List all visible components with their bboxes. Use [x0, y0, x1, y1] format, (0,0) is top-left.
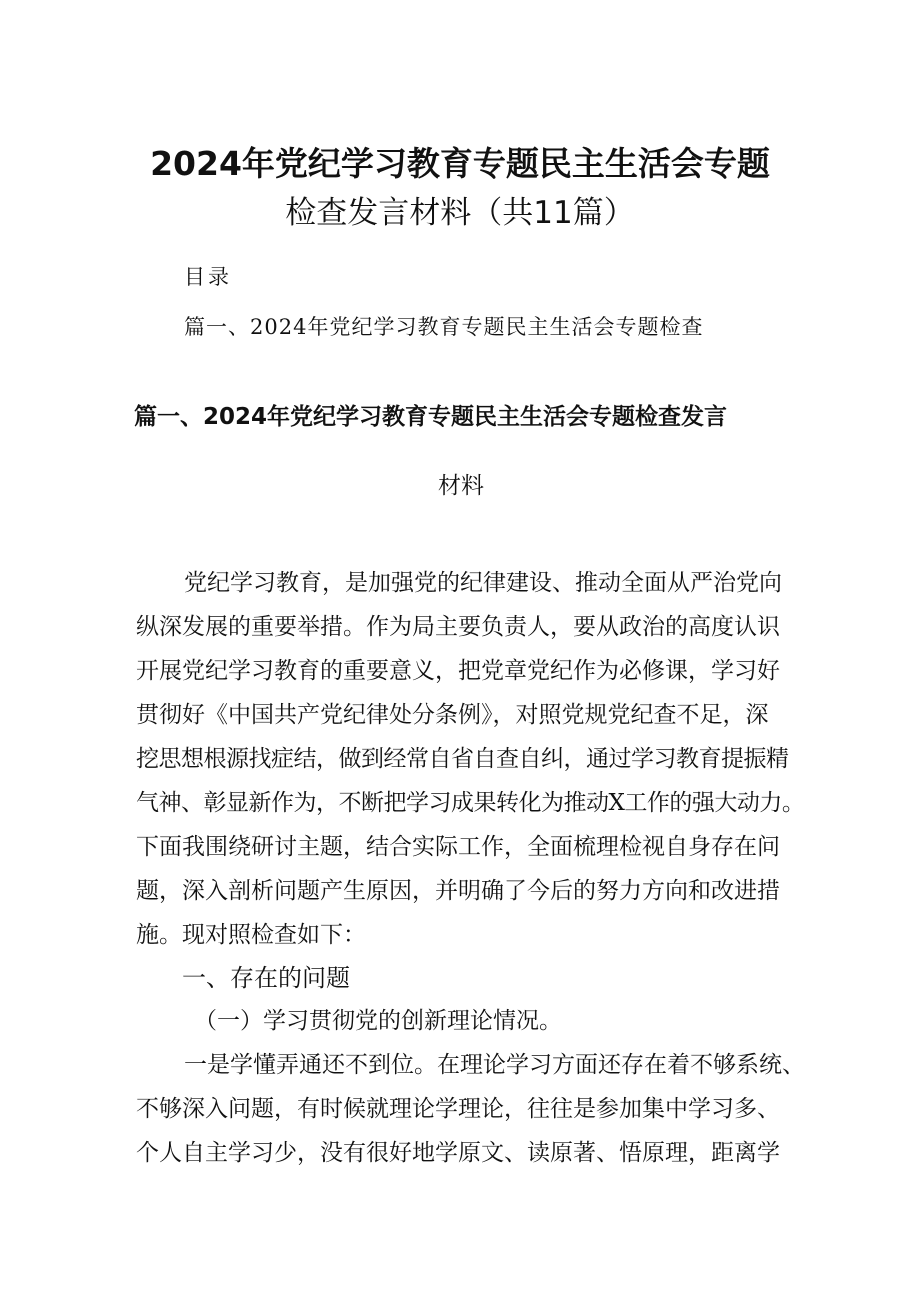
document-title-line-1: 2024年党纪学习教育专题民主生活会专题 [150, 144, 770, 183]
toc-label: 目录 [184, 265, 232, 289]
paragraph-2-line-3: 个人自主学习少，没有很好地学原文、读原著、悟原理，距离学 [136, 1140, 780, 1166]
paragraph-1-line-9: 施。现对照检查如下： [136, 922, 366, 948]
section-title-line-1: 篇一、2024年党纪学习教育专题民主生活会专题检查发言 [134, 404, 728, 430]
paragraph-1-line-8: 题，深入剖析问题产生原因，并明确了今后的努力方向和改进措 [136, 878, 780, 904]
paragraph-1-line-6: 气神、彰显新作为，不断把学习成果转化为推动X工作的强大动力。 [136, 790, 805, 816]
toc-item-1: 篇一、2024年党纪学习教育专题民主生活会专题检查 [184, 315, 704, 339]
subheading-1: （一）学习贯彻党的创新理论情况。 [194, 1008, 562, 1034]
paragraph-1-line-5: 挖思想根源找症结，做到经常自省自查自纠，通过学习教育提振精 [136, 746, 789, 772]
paragraph-1-line-3: 开展党纪学习教育的重要意义，把党章党纪作为必修课，学习好 [136, 658, 780, 684]
paragraph-2-line-2: 不够深入问题，有时候就理论学理论，往往是参加集中学习多、 [136, 1096, 780, 1122]
paragraph-1-line-2: 纵深发展的重要举措。作为局主要负责人，要从政治的高度认识 [136, 614, 780, 640]
paragraph-1-line-7: 下面我围绕研讨主题，结合实际工作，全面梳理检视自身存在问 [136, 834, 780, 860]
paragraph-2-line-1: 一是学懂弄通还不到位。在理论学习方面还存在着不够系统、 [184, 1052, 805, 1078]
heading-existing-problems: 一、存在的问题 [182, 964, 350, 992]
section-title-line-2: 材料 [438, 473, 484, 499]
document-title-line-2: 检查发言材料（共11篇） [285, 195, 635, 231]
paragraph-1-line-4: 贯彻好《中国共产党纪律处分条例》，对照党规党纪查不足，深 [136, 702, 769, 728]
paragraph-1-line-1: 党纪学习教育，是加强党的纪律建设、推动全面从严治党向 [184, 570, 782, 596]
